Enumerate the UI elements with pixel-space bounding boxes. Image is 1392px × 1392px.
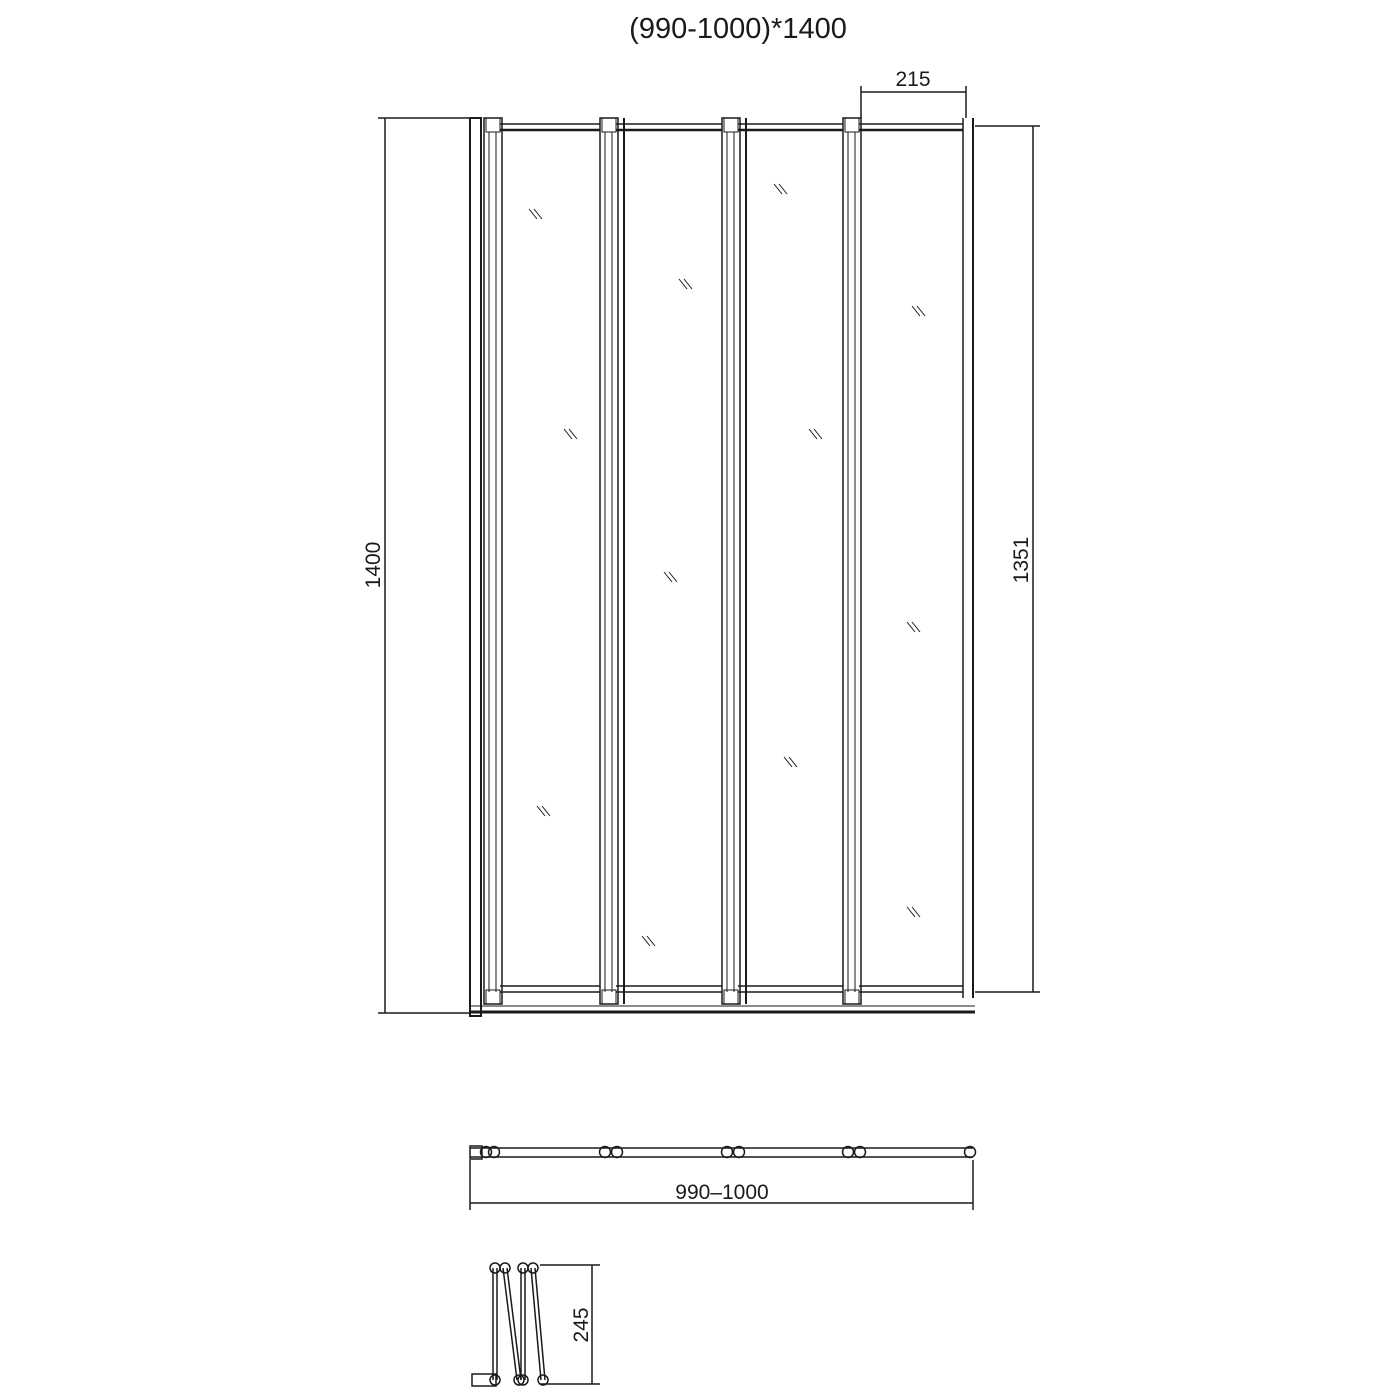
hinge-cap-bottom xyxy=(724,990,738,1004)
plan-view-extended xyxy=(470,1146,976,1159)
folded-panel-line xyxy=(507,1268,521,1380)
hinge-profile xyxy=(843,118,861,1004)
dim-1351-label: 1351 xyxy=(1010,536,1033,584)
hinge-cap-bottom xyxy=(486,990,500,1004)
folded-panel-line xyxy=(503,1268,517,1380)
dimension-folded-depth xyxy=(540,1265,600,1384)
folded-hinge-circle xyxy=(490,1375,500,1385)
dimension-panel-height xyxy=(975,126,1040,992)
hinge-cap-bottom xyxy=(602,990,616,1004)
dimension-panel-width xyxy=(861,68,966,118)
folded-hinge-circle xyxy=(528,1263,538,1273)
folded-hinge-circle xyxy=(490,1263,500,1273)
dim-245-label: 245 xyxy=(570,1307,593,1343)
drawing-title: (990-1000)*1400 xyxy=(629,13,847,45)
hinge-profile xyxy=(600,118,618,1004)
hinge-cap-top xyxy=(486,118,500,132)
dim-1400-label: 1400 xyxy=(362,541,385,589)
hinge-profiles xyxy=(484,118,861,1004)
hinge-cap-top xyxy=(602,118,616,132)
dim-215-label: 215 xyxy=(895,68,931,91)
dimension-total-width xyxy=(470,1160,973,1210)
folded-hinge-circle xyxy=(518,1263,528,1273)
hinge-cap-top xyxy=(845,118,859,132)
dim-width-label: 990–1000 xyxy=(675,1181,769,1204)
wall-profile xyxy=(470,118,481,1016)
front-elevation xyxy=(470,118,975,1016)
glass-panels xyxy=(500,124,963,992)
folded-hinge-circle xyxy=(500,1263,510,1273)
hinge-profile xyxy=(722,118,740,1004)
hinge-profile xyxy=(484,118,502,1004)
hinge-cap-top xyxy=(724,118,738,132)
dimension-total-height xyxy=(362,118,470,1013)
plan-view-folded xyxy=(472,1263,548,1386)
hinge-cap-bottom xyxy=(845,990,859,1004)
folded-panels xyxy=(490,1263,548,1385)
